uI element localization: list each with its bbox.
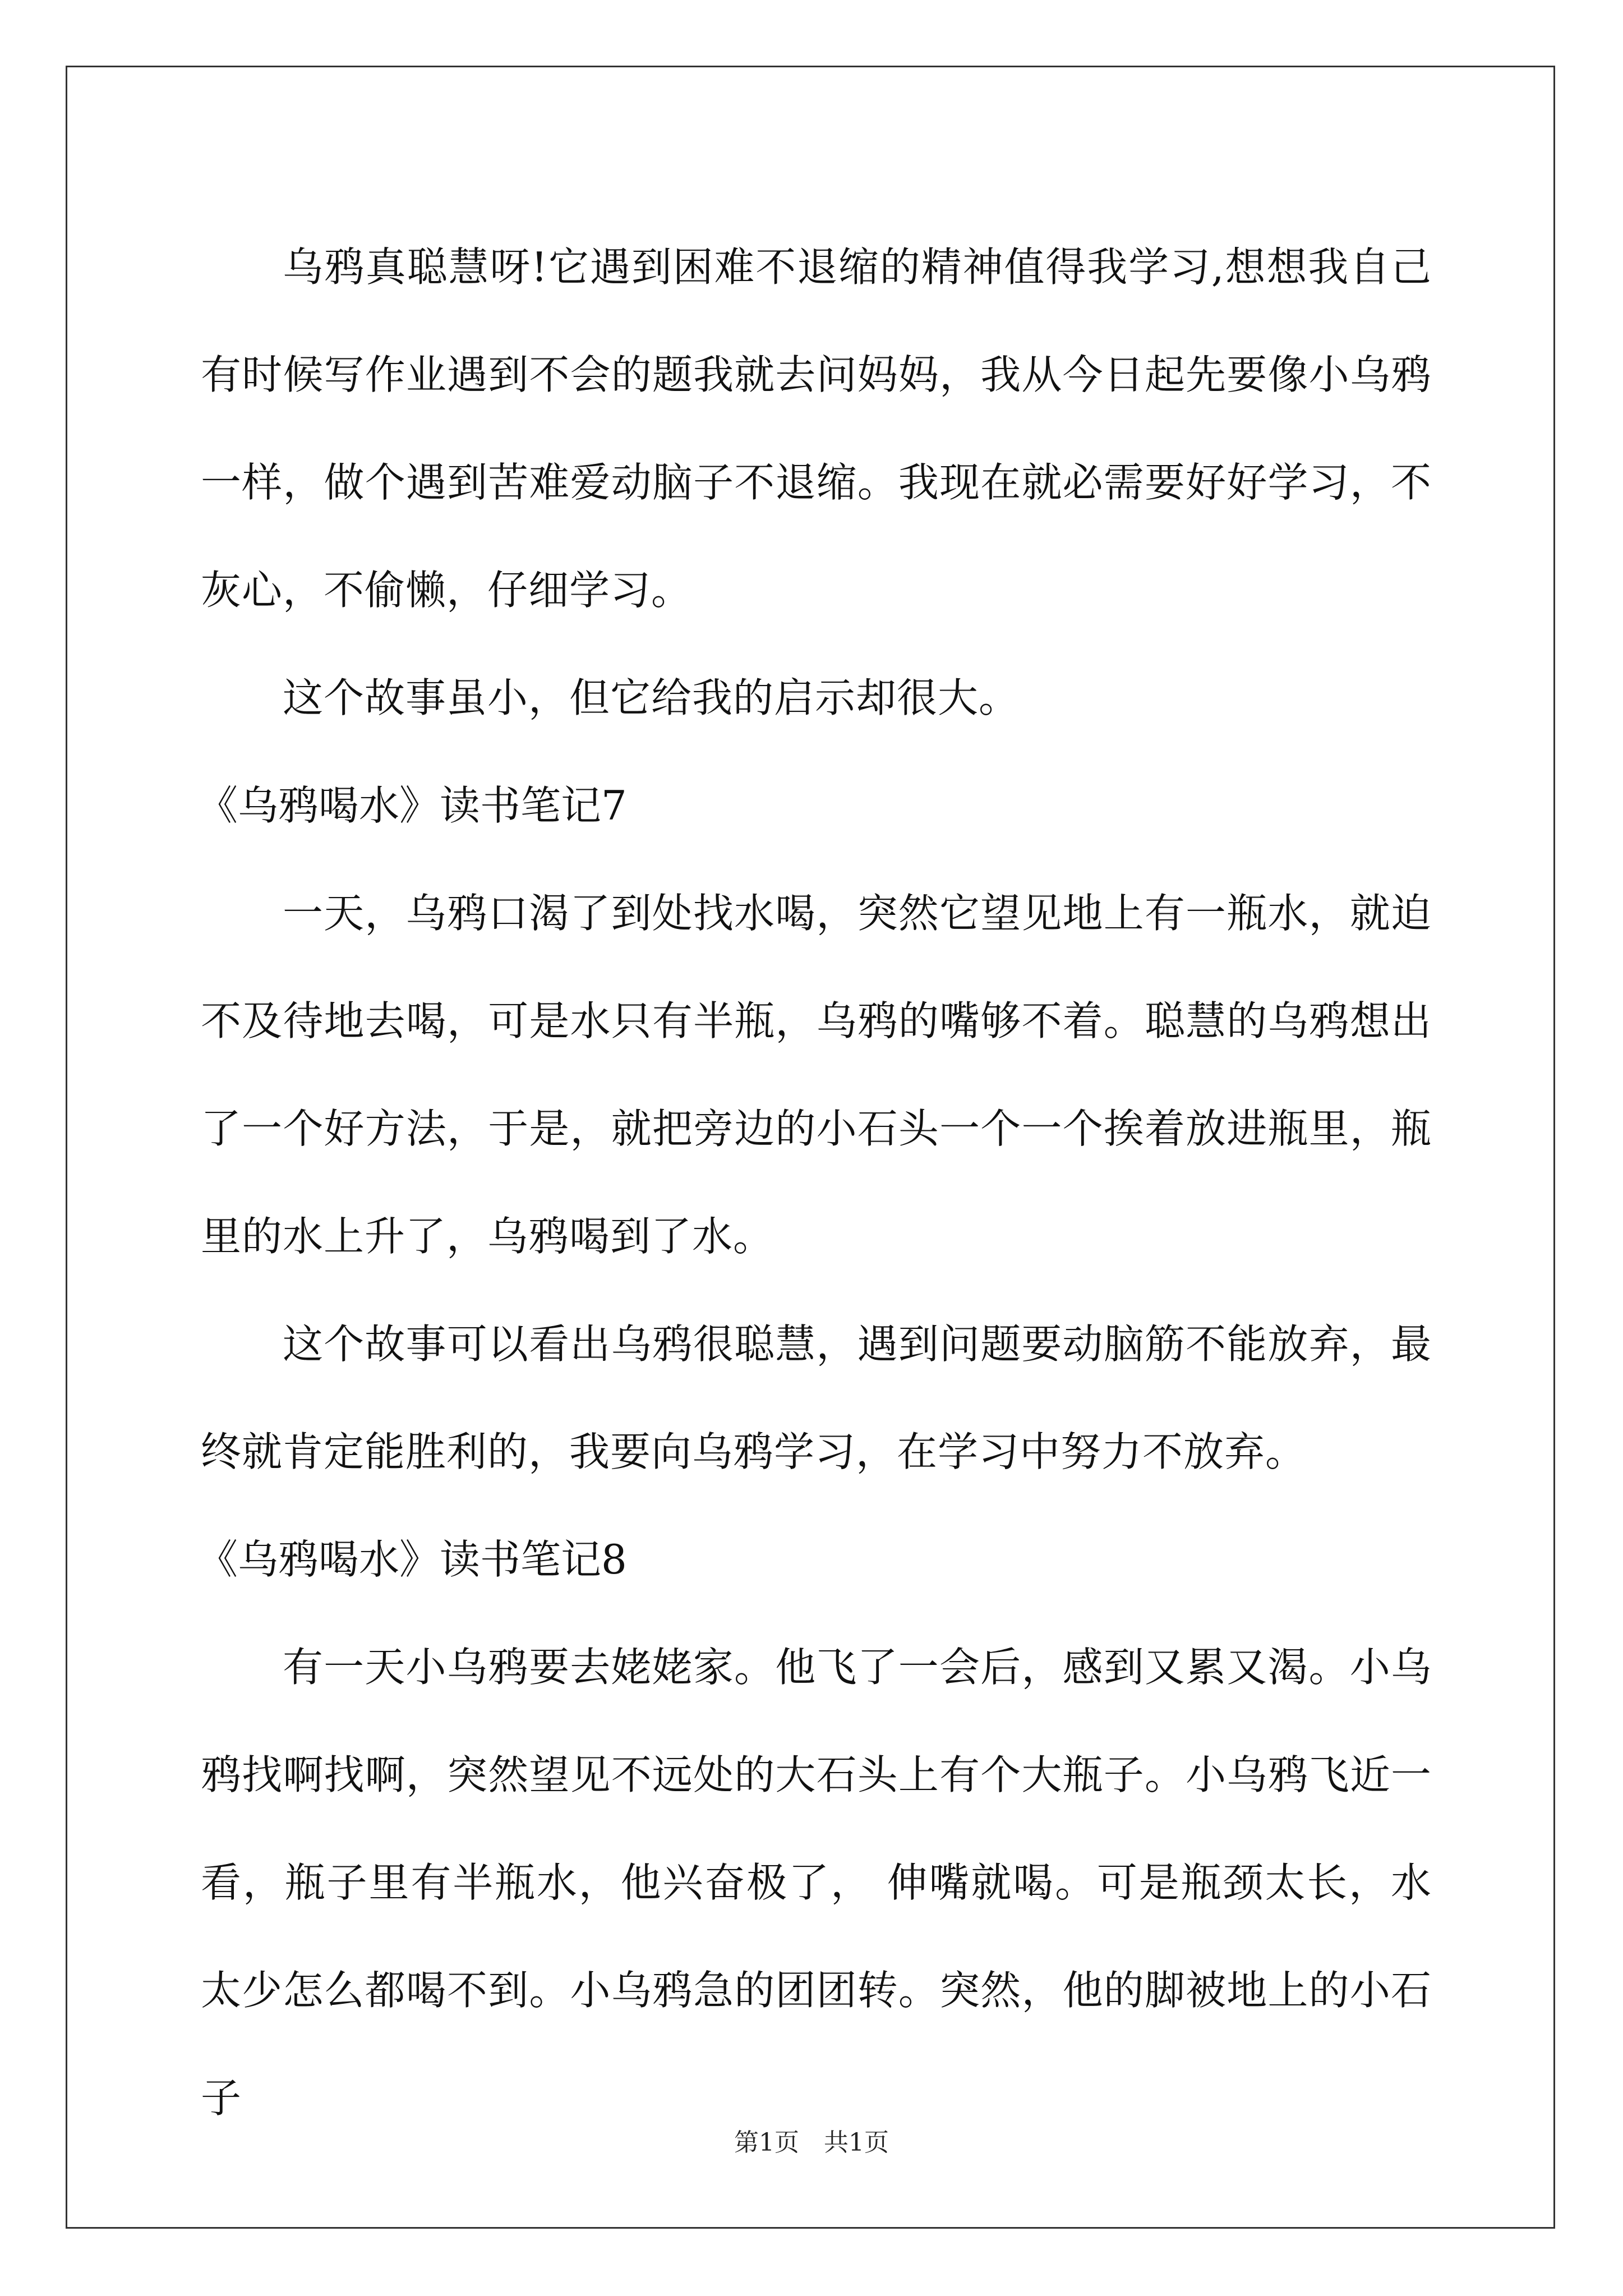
section-heading-8: 《乌鸦喝水》读书笔记8: [197, 1536, 627, 1583]
paragraph-reflection: 乌鸦真聪慧呀!它遇到困难不退缩的精神值得我学习,想想我自己有时候写作业遇到不会的题我就去问妈妈，我从今日起先要像小乌鸦一样，做个遇到苦难爱动脑子不退缩。我现在就必需要好好学习，不灰心，不偷懒，仔细学习。: [201, 243, 1432, 614]
section-heading-7: 《乌鸦喝水》读书笔记7: [197, 782, 627, 829]
page-number: 第1页 共1页: [734, 2128, 889, 2157]
page-footer: [0, 2126, 1623, 2160]
section-8-paragraph-1: 有一天小乌鸦要去姥姥家。他飞了一会后，感到又累又渴。小乌鸦找啊找啊，突然望见不远处的大石头上有个大瓶子。小乌鸦飞近一看，瓶子里有半瓶水，他兴奋极了， 伸嘴就喝。可是瓶颈太长，水太少怎么都喝不到。小乌鸦急的团团转。突然，他的脚被地上的小石子: [201, 1644, 1432, 2122]
section-7-paragraph-2: 这个故事可以看出乌鸦很聪慧，遇到问题要动脑筋不能放弃，最终就肯定能胜利的，我要向乌鸦学习，在学习中努力不放弃。: [201, 1320, 1432, 1475]
paragraph-summary: 这个故事虽小，但它给我的启示却很大。: [283, 674, 1020, 721]
document-body: [197, 213, 1432, 2152]
section-7-paragraph-1: 一天，乌鸦口渴了到处找水喝，突然它望见地上有一瓶水，就迫不及待地去喝，可是水只有半瓶，乌鸦的嘴够不着。聪慧的乌鸦想出了一个好方法，于是，就把旁边的小石头一个一个挨着放进瓶里，瓶里的水上升了，乌鸦喝到了水。: [201, 890, 1432, 1260]
